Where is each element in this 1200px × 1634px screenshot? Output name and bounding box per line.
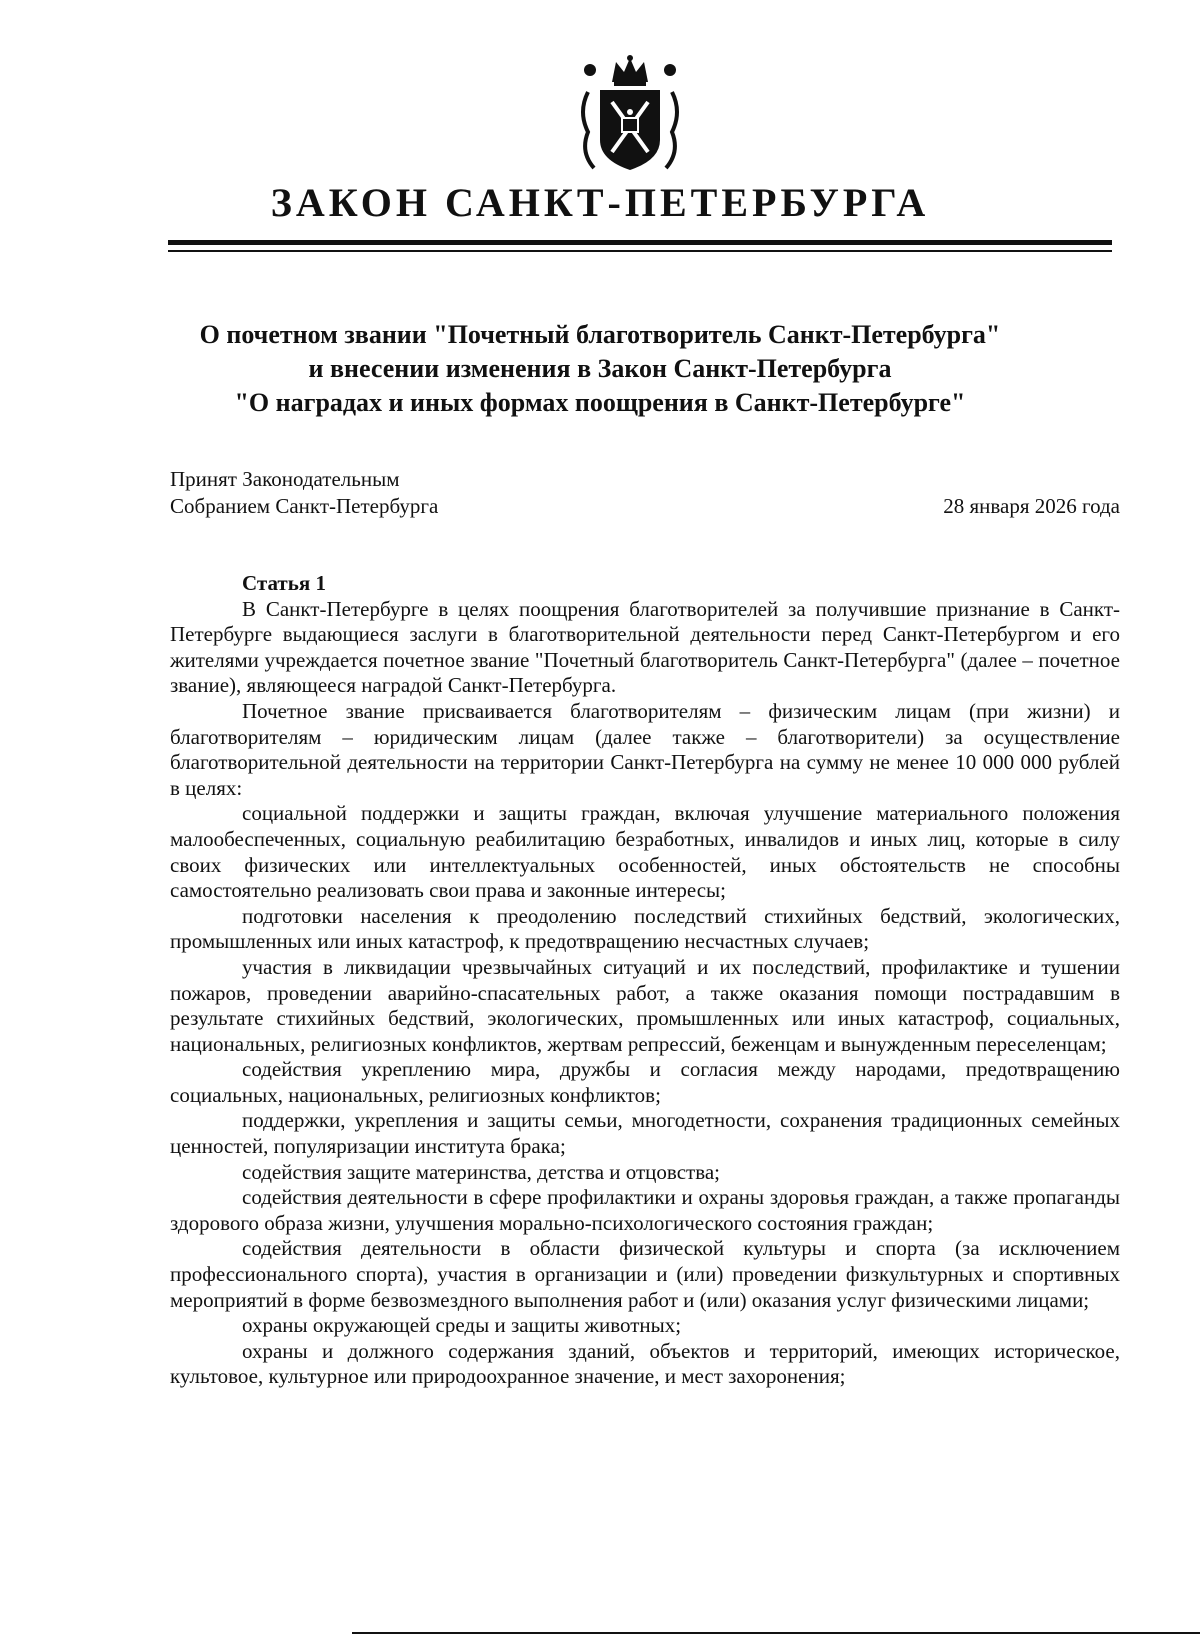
- title-divider-thin: [168, 250, 1112, 252]
- paragraph: содействия укреплению мира, дружбы и согласия между народами, предотвращению социальных, национальных, религиозных конфликтов;: [170, 1057, 1120, 1107]
- article-heading: Статья 1: [242, 571, 326, 595]
- paragraph: участия в ликвидации чрезвычайных ситуаций и их последствий, профилактике и тушении пожаров, проведении аварийно-спасательных работ, а также оказания помощи пострадавшим в результате стихийных бедствий, экологических, промышленных или иных катастроф, социальных, национальных, религиозных конфликтов, жертвам репрессий, беженцам и вынужденным переселенцам;: [170, 954, 1120, 1056]
- adoption-line: Принят Законодательным: [170, 467, 400, 491]
- coat-of-arms-icon: [570, 52, 690, 180]
- paragraph: содействия защите материнства, детства и отцовства;: [242, 1159, 721, 1184]
- title-divider-thick: [168, 240, 1112, 245]
- subtitle-line: "О наградах и иных формах поощрения в Санкт-Петербурге": [234, 388, 966, 417]
- adoption-line: Собранием Санкт-Петербурга: [170, 494, 439, 518]
- adoption-block: [170, 466, 438, 520]
- paragraph: Почетное звание присваивается благотворителям – физическим лицам (при жизни) и благотворителям – юридическим лицам (далее также – благотворители) за осуществление благотворительной деятельности на территории Санкт-Петербурга на сумму не менее 10 000 000 рублей в целях:: [170, 698, 1120, 800]
- paragraph: социальной поддержки и защиты граждан, включая улучшение материального положения малообеспеченных, социальную реабилитацию безработных, инвалидов и иных лиц, которые в силу своих физических или интеллектуальных особенностей, иных обстоятельств не способны самостоятельно реализовать свои права и законные интересы;: [170, 801, 1120, 903]
- paragraph: охраны и должного содержания зданий, объектов и территорий, имеющих историческое, культовое, культурное или природоохранное значение, и мест захоронения;: [170, 1338, 1120, 1389]
- paragraph: содействия деятельности в сфере профилактики и охраны здоровья граждан, а также пропаганды здорового образа жизни, улучшения морально-психологического состояния граждан;: [170, 1185, 1120, 1235]
- paragraph: В Санкт-Петербурге в целях поощрения благотворителей за получившие признание в Санкт-Петербурге выдающиеся заслуги в благотворительной деятельности перед Санкт-Петербургом и его жителями учреждается почетное звание "Почетный благотворитель Санкт-Петербурга" (далее – почетное звание), являющееся наградой Санкт-Петербурга.: [170, 596, 1120, 698]
- subtitle-line: О почетном звании "Почетный благотворитель Санкт-Петербурга": [199, 320, 1001, 349]
- paragraph: поддержки, укрепления и защиты семьи, многодетности, сохранения традиционных семейных ценностей, популяризации института брака;: [170, 1108, 1120, 1159]
- adoption-date: 28 января 2026 года: [943, 494, 1120, 518]
- paragraph: подготовки населения к преодолению последствий стихийных бедствий, экологических, промышленных или иных катастроф, к предотвращению несчастных случаев;: [170, 903, 1120, 954]
- law-subtitle: [140, 318, 1060, 420]
- paragraph: охраны окружающей среды и защиты животных;: [242, 1313, 682, 1338]
- law-title: ЗАКОН САНКТ-ПЕТЕРБУРГА: [270, 180, 930, 225]
- article-body: [170, 571, 1120, 1390]
- paragraph: содействия деятельности в области физической культуры и спорта (за исключением профессионального спорта), участия в организации и (или) проведении физкультурных и спортивных мероприятий в форме безвозмездного выполнения работ и (или) оказания услуг физическими лицами;: [170, 1236, 1120, 1312]
- subtitle-line: и внесении изменения в Закон Санкт-Петербурга: [308, 354, 892, 383]
